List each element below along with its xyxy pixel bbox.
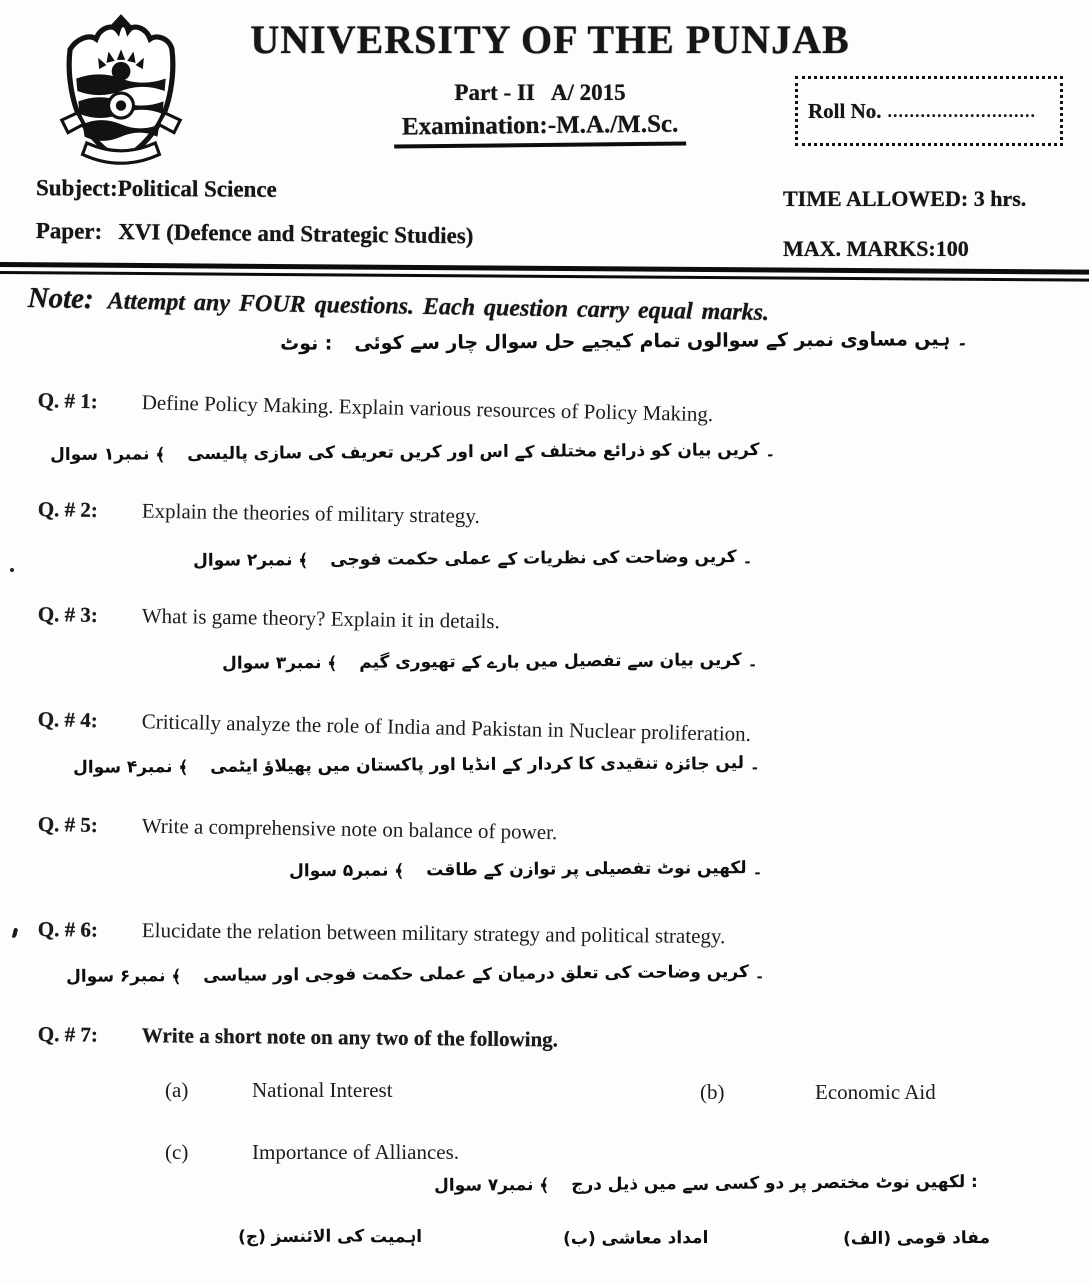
question-6-urdu-label: سوال نمبر۶ ﴾ (66, 966, 182, 988)
question-5-text: Write a comprehensive note on balance of power. (141, 813, 558, 845)
note-text: Attempt any FOUR questions. Each question carry equal marks. (107, 288, 770, 326)
question-4-label: Q. # 4: (37, 707, 99, 733)
roll-no-box (795, 76, 1063, 146)
option-a-key: (a) (165, 1078, 189, 1102)
note-row (27, 282, 769, 328)
question-2-label: Q. # 2: (37, 497, 99, 522)
question-3-row (38, 602, 500, 634)
roll-no-label: Roll No. (808, 98, 882, 123)
subject-value: Political Science (117, 175, 277, 202)
question-3-urdu (222, 650, 758, 675)
question-4-urdu (73, 753, 760, 779)
question-7-urdu (434, 1172, 978, 1197)
subject-label: Subject: (35, 175, 118, 201)
question-5-urdu-text: طاقت کے توازن پر تفصیلی نوٹ لکھیں ۔ (425, 858, 763, 881)
stray-mark-dot (10, 568, 14, 572)
urdu-option-b-text: (ب) معاشی امداد (563, 1228, 709, 1250)
question-4-text: Critically analyze the role of India and Pakistan in Nuclear proliferation. (141, 709, 752, 746)
max-marks: MAX. MARKS:100 (783, 236, 969, 261)
note-urdu (280, 328, 968, 355)
header-divider-rule (0, 262, 1089, 282)
question-5-urdu (289, 858, 762, 882)
university-crest-logo (52, 12, 190, 170)
question-7-urdu-label: سوال نمبر۷ ﴾ (434, 1175, 550, 1197)
question-6-row (38, 917, 726, 949)
urdu-option-a-text: (الف) قومی مفاد (843, 1228, 991, 1250)
question-1-urdu-text: پالیسی سازی کی تعریف کریں اور اس کے مختلف ذرائع کو بیان کریں ۔ (187, 440, 776, 465)
question-1-row (37, 388, 713, 427)
note-label: Note: (27, 282, 95, 316)
question-7-urdu-text: درج ذیل میں سے کسی دو پر مختصر نوٹ لکھیں : (571, 1172, 979, 1196)
urdu-option-a (843, 1228, 990, 1249)
option-c-key: (c) (165, 1140, 189, 1164)
question-7-label: Q. # 7: (37, 1022, 99, 1047)
question-2-urdu-text: فوجی حکمت عملی کے نظریات کی وضاحت کریں ۔ (329, 547, 753, 570)
question-7-row (38, 1022, 558, 1052)
question-6-urdu-text: سیاسی اور فوجی حکمت عملی کے درمیان تعلق کی وضاحت کریں ۔ (203, 962, 766, 986)
question-2-row (38, 497, 480, 529)
time-allowed: TIME ALLOWED: 3 hrs. (783, 186, 1027, 211)
question-1-label: Q. # 1: (37, 388, 99, 414)
paper-line (36, 218, 474, 249)
question-3-urdu-label: سوال نمبر۳ ﴾ (221, 653, 337, 675)
question-1-urdu (50, 440, 775, 466)
question-6-urdu (67, 962, 766, 988)
page-title: UNIVERSITY OF THE PUNJAB (250, 17, 850, 62)
subject-line (36, 175, 277, 203)
question-4-urdu-text: ایٹمی پھیلاؤ میں پاکستان اور انڈیا کے کردار کا تنقیدی جائزہ لیں ۔ (210, 753, 761, 777)
urdu-option-b (563, 1228, 708, 1249)
paper-value: XVI (Defence and Strategic Studies) (118, 219, 474, 249)
urdu-option-c-text: (ج) الائنسز کی اہمیت (238, 1226, 423, 1248)
option-b-text: Economic Aid (815, 1080, 936, 1104)
question-6-text: Elucidate the relation between military strategy and political strategy. (141, 918, 726, 949)
question-4-urdu-label: سوال نمبر۴ ﴾ (73, 757, 189, 779)
question-5-label: Q. # 5: (37, 812, 99, 837)
question-5-row (38, 812, 558, 845)
urdu-option-c (238, 1226, 422, 1248)
note-urdu-text: کوئی سے چار سوال حل کیجیے تمام سوالوں کے نمبر مساوی ہیں ۔ (354, 328, 969, 355)
option-b-key: (b) (700, 1080, 725, 1104)
question-2-urdu-label: سوال نمبر۲ ﴾ (192, 550, 309, 572)
question-3-urdu-text: گیم تھیوری کے بارے میں تفصیل سے بیان کریں ۔ (358, 650, 758, 674)
question-2-urdu (193, 547, 752, 572)
question-1-urdu-label: سوال نمبر۱ ﴾ (49, 444, 166, 466)
question-5-urdu-label: سوال نمبر۵ ﴾ (288, 860, 404, 882)
roll-no-dotted-line: ........................... (887, 100, 1036, 121)
question-2-text: Explain the theories of military strategy. (141, 498, 480, 528)
question-7-text: Write a short note on any two of the following. (141, 1023, 559, 1052)
question-1-text: Define Policy Making. Explain various resources of Policy Making. (141, 390, 714, 427)
examination-line (300, 112, 780, 147)
examination-line-text: Examination:-M.A./M.Sc. (394, 110, 687, 148)
stray-mark-comma (12, 928, 18, 939)
option-a-text: National Interest (252, 1078, 393, 1102)
paper-label: Paper: (35, 218, 103, 244)
question-3-text: What is game theory? Explain it in details. (141, 603, 501, 634)
question-3-label: Q. # 3: (37, 602, 99, 627)
part-session-line: Part - II A/ 2015 (454, 80, 626, 105)
question-4-row (37, 707, 751, 747)
option-c-text: Importance of Alliances. (252, 1140, 460, 1164)
question-6-label: Q. # 6: (37, 917, 99, 942)
note-urdu-label: نوٹ : (280, 332, 333, 355)
